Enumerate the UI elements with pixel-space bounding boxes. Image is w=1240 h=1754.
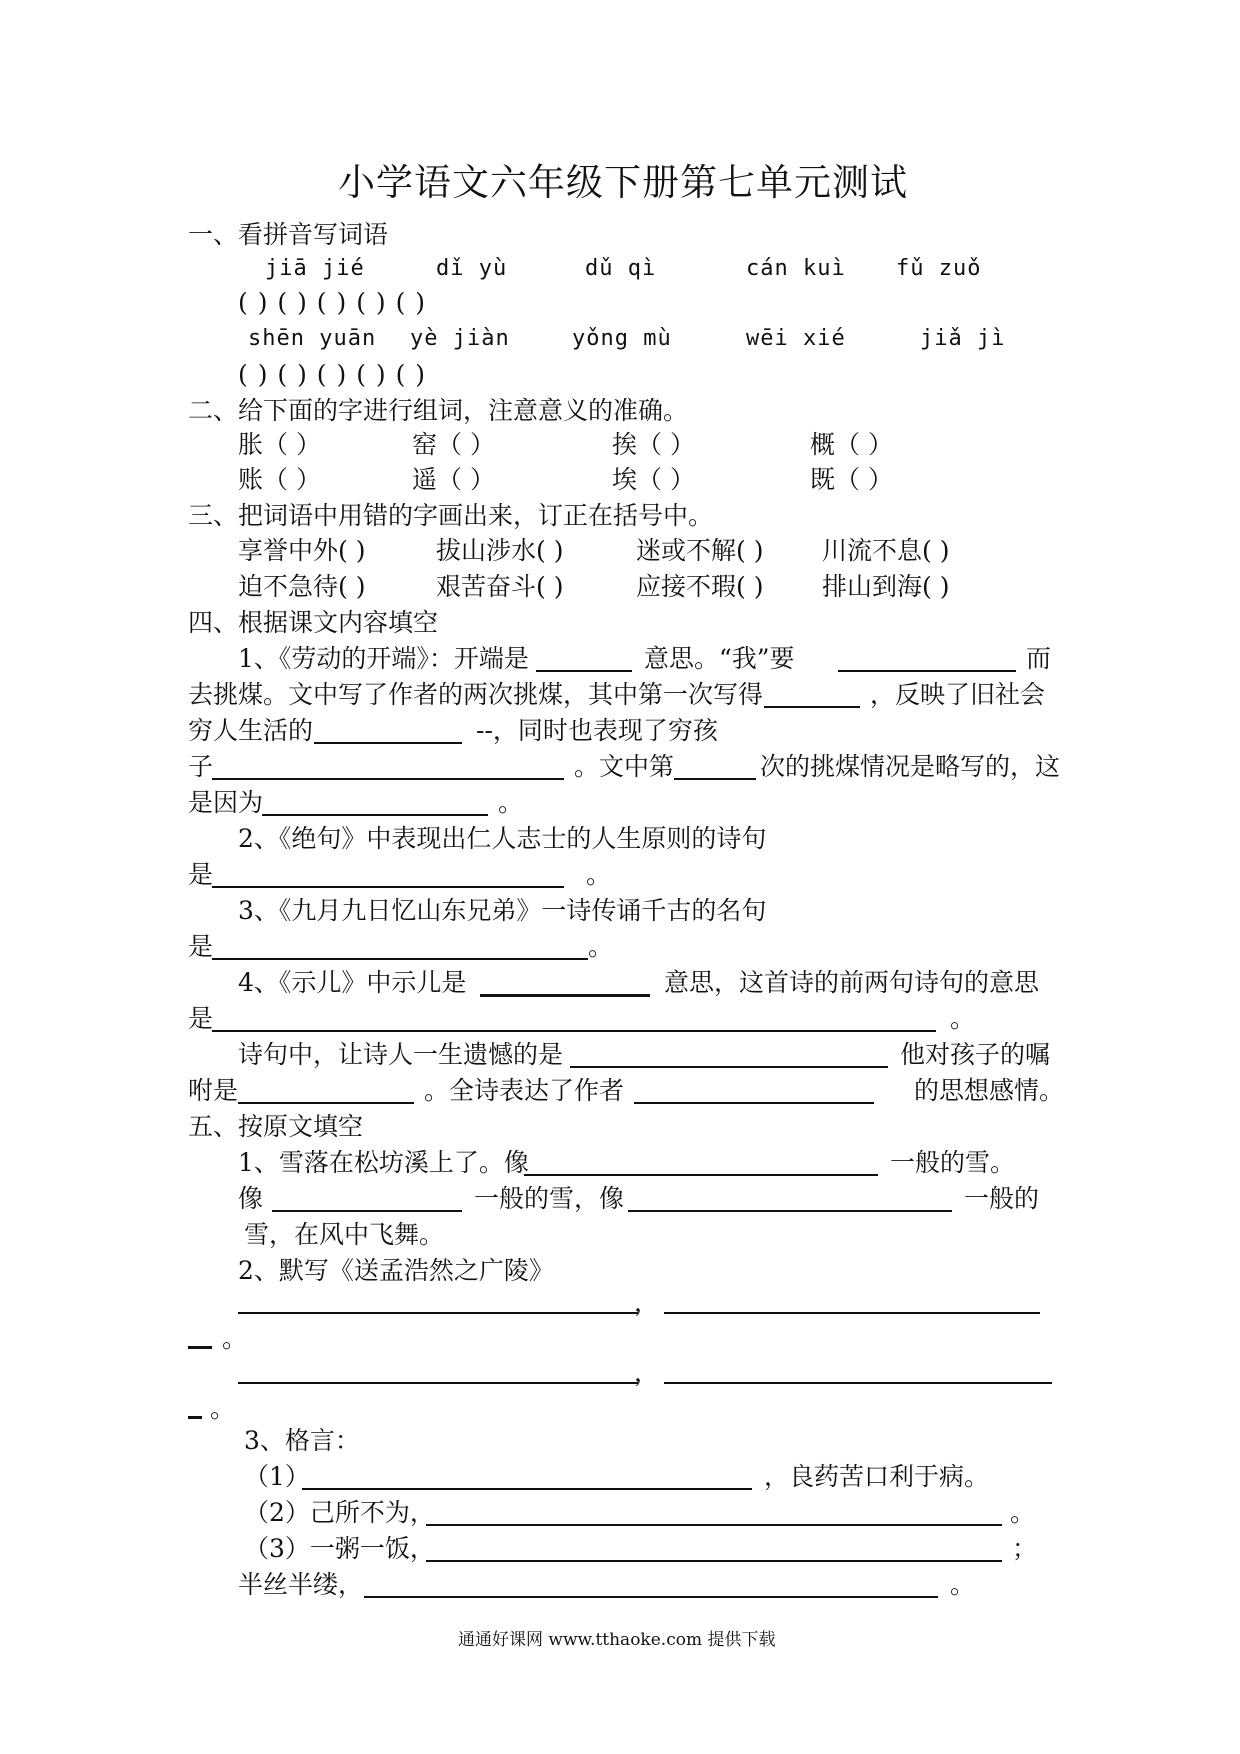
question-text: （2）己所不为，	[244, 1498, 435, 1527]
question-text: ；	[1012, 1534, 1038, 1563]
section-4-heading: 四、根据课文内容填空	[188, 608, 439, 637]
question-text: 咐是	[188, 1076, 239, 1105]
fill-blank[interactable]	[480, 994, 650, 997]
question-text: 。	[1010, 1498, 1036, 1527]
fill-blank[interactable]	[364, 1596, 938, 1598]
question-text: （3）一粥一饭，	[244, 1534, 435, 1563]
fill-blank[interactable]	[238, 1312, 638, 1314]
fill-blank[interactable]	[238, 1102, 414, 1104]
question-text: 意思。“我”要	[644, 644, 795, 673]
fill-blank[interactable]	[570, 1066, 888, 1068]
question-text: 意思，这首诗的前两句诗句的意思	[664, 968, 1040, 997]
question-text: --，同时也表现了穷孩	[476, 716, 718, 745]
word-group-item[interactable]: 窑（ ）	[412, 430, 495, 459]
punctuation: ，	[634, 1288, 660, 1317]
punctuation: 。	[222, 1324, 248, 1353]
question-text: 。	[586, 860, 612, 889]
question-text: 诗句中，让诗人一生遗憾的是	[238, 1040, 564, 1069]
pinyin-item: wēi xié	[746, 326, 846, 351]
correction-item[interactable]: 应接不瑕( )	[636, 572, 764, 601]
pinyin-item: yè jiàn	[410, 326, 510, 351]
fill-blank[interactable]	[212, 886, 564, 888]
fill-blank[interactable]	[302, 1488, 752, 1490]
pinyin-item: cán kuì	[746, 256, 846, 281]
fill-blank[interactable]	[212, 958, 588, 960]
question-text: 2、默写《送孟浩然之广陵》	[238, 1256, 554, 1285]
word-group-item[interactable]: 遥（ ）	[412, 465, 495, 494]
question-text: 的思想感情。	[914, 1076, 1065, 1105]
question-text: 次的挑煤情况是略写的，这	[760, 752, 1061, 781]
question-text: 。	[498, 788, 524, 817]
fill-blank[interactable]	[764, 706, 860, 708]
question-text: 雪，在风中飞舞。	[244, 1220, 445, 1249]
pinyin-item: dǐ yù	[436, 256, 508, 281]
question-text: 一般的雪，像	[474, 1184, 625, 1213]
fill-blank[interactable]	[188, 1416, 202, 1419]
answer-parentheses-row[interactable]: ( ) ( ) ( ) ( ) ( )	[238, 288, 427, 317]
question-text: （1）	[244, 1462, 310, 1491]
pinyin-item: jiā jié	[265, 256, 365, 281]
punctuation: ，	[634, 1358, 660, 1387]
question-text: 像	[238, 1184, 264, 1213]
footer-credit: 通通好课网 www.tthaoke.com 提供下载	[458, 1630, 776, 1650]
question-text: 穷人生活的	[188, 716, 314, 745]
answer-parentheses-row[interactable]: ( ) ( ) ( ) ( ) ( )	[238, 360, 427, 389]
correction-item[interactable]: 享誉中外( )	[238, 536, 366, 565]
fill-blank[interactable]	[238, 1382, 638, 1384]
question-text: 3、格言：	[244, 1426, 360, 1455]
question-text: 1、雪落在松坊溪上了。像	[238, 1148, 529, 1177]
pinyin-item: yǒng mù	[572, 326, 672, 351]
fill-blank[interactable]	[212, 778, 564, 780]
fill-blank[interactable]	[524, 1174, 878, 1176]
question-text: 2、《绝句》中表现出仁人志士的人生原则的诗句	[238, 824, 767, 853]
word-group-item[interactable]: 账（ ）	[238, 465, 321, 494]
word-group-item[interactable]: 挨（ ）	[612, 430, 695, 459]
section-3-heading: 三、把词语中用错的字画出来，订正在括号中。	[188, 501, 714, 530]
question-text: 去挑煤。文中写了作者的两次挑煤，其中第一次写得	[188, 680, 764, 709]
correction-item[interactable]: 迷或不解( )	[636, 536, 764, 565]
word-group-item[interactable]: 概（ ）	[810, 430, 893, 459]
fill-blank[interactable]	[188, 1346, 212, 1349]
fill-blank[interactable]	[314, 742, 462, 744]
word-group-item[interactable]: 既（ ）	[810, 465, 893, 494]
fill-blank[interactable]	[212, 1030, 936, 1032]
correction-item[interactable]: 拔山涉水( )	[436, 536, 564, 565]
fill-blank[interactable]	[272, 1210, 462, 1212]
pinyin-item: fǔ zuǒ	[896, 256, 982, 281]
fill-blank[interactable]	[426, 1524, 1002, 1526]
question-text: 。	[950, 1004, 976, 1033]
question-text: 一般的	[964, 1184, 1040, 1213]
question-text: 是	[188, 1004, 214, 1033]
question-text: 是因为	[188, 788, 264, 817]
page-title: 小学语文六年级下册第七单元测试	[338, 161, 908, 204]
pinyin-item: dǔ qì	[585, 256, 657, 281]
fill-blank[interactable]	[664, 1312, 1040, 1314]
correction-item[interactable]: 川流不息( )	[822, 536, 950, 565]
fill-blank[interactable]	[634, 1102, 874, 1104]
pinyin-item: shēn yuān	[248, 326, 377, 351]
question-text: 半丝半缕，	[238, 1570, 364, 1599]
correction-item[interactable]: 排山到海( )	[822, 572, 950, 601]
fill-blank[interactable]	[426, 1560, 1002, 1562]
section-5-heading: 五、按原文填空	[188, 1112, 364, 1141]
question-text: 是	[188, 860, 214, 889]
fill-blank[interactable]	[628, 1210, 952, 1212]
question-text: 一般的雪。	[890, 1148, 1016, 1177]
correction-item[interactable]: 迫不急待( )	[238, 572, 366, 601]
word-group-item[interactable]: 埃（ ）	[612, 465, 695, 494]
fill-blank[interactable]	[536, 670, 632, 672]
punctuation: 。	[210, 1394, 236, 1423]
question-text: 子	[188, 752, 214, 781]
question-text: 。全诗表达了作者	[424, 1076, 625, 1105]
question-text: 。文中第	[574, 752, 675, 781]
fill-blank[interactable]	[664, 1382, 1052, 1384]
question-text: 4、《示儿》中示儿是	[238, 968, 467, 997]
question-text: 。	[950, 1570, 976, 1599]
question-text: 3、《九月九日忆山东兄弟》一诗传诵千古的名句	[238, 896, 767, 925]
fill-blank[interactable]	[262, 814, 488, 816]
question-text: 。	[588, 932, 614, 961]
fill-blank[interactable]	[838, 670, 1016, 672]
question-text: 是	[188, 932, 214, 961]
question-text: ，反映了旧社会	[870, 680, 1046, 709]
question-text: 1、《劳动的开端》：开端是	[238, 644, 529, 673]
question-text: 而	[1026, 644, 1052, 673]
section-2-heading: 二、给下面的字进行组词，注意意义的准确。	[188, 396, 689, 425]
question-text: ，良药苦口利于病。	[764, 1462, 990, 1491]
word-group-item[interactable]: 胀（ ）	[238, 430, 321, 459]
fill-blank[interactable]	[674, 778, 756, 780]
pinyin-item: jiǎ jì	[920, 326, 1006, 351]
section-1-heading: 一、看拼音写词语	[188, 220, 389, 249]
correction-item[interactable]: 艰苦奋斗( )	[436, 572, 564, 601]
question-text: 他对孩子的嘱	[900, 1040, 1051, 1069]
